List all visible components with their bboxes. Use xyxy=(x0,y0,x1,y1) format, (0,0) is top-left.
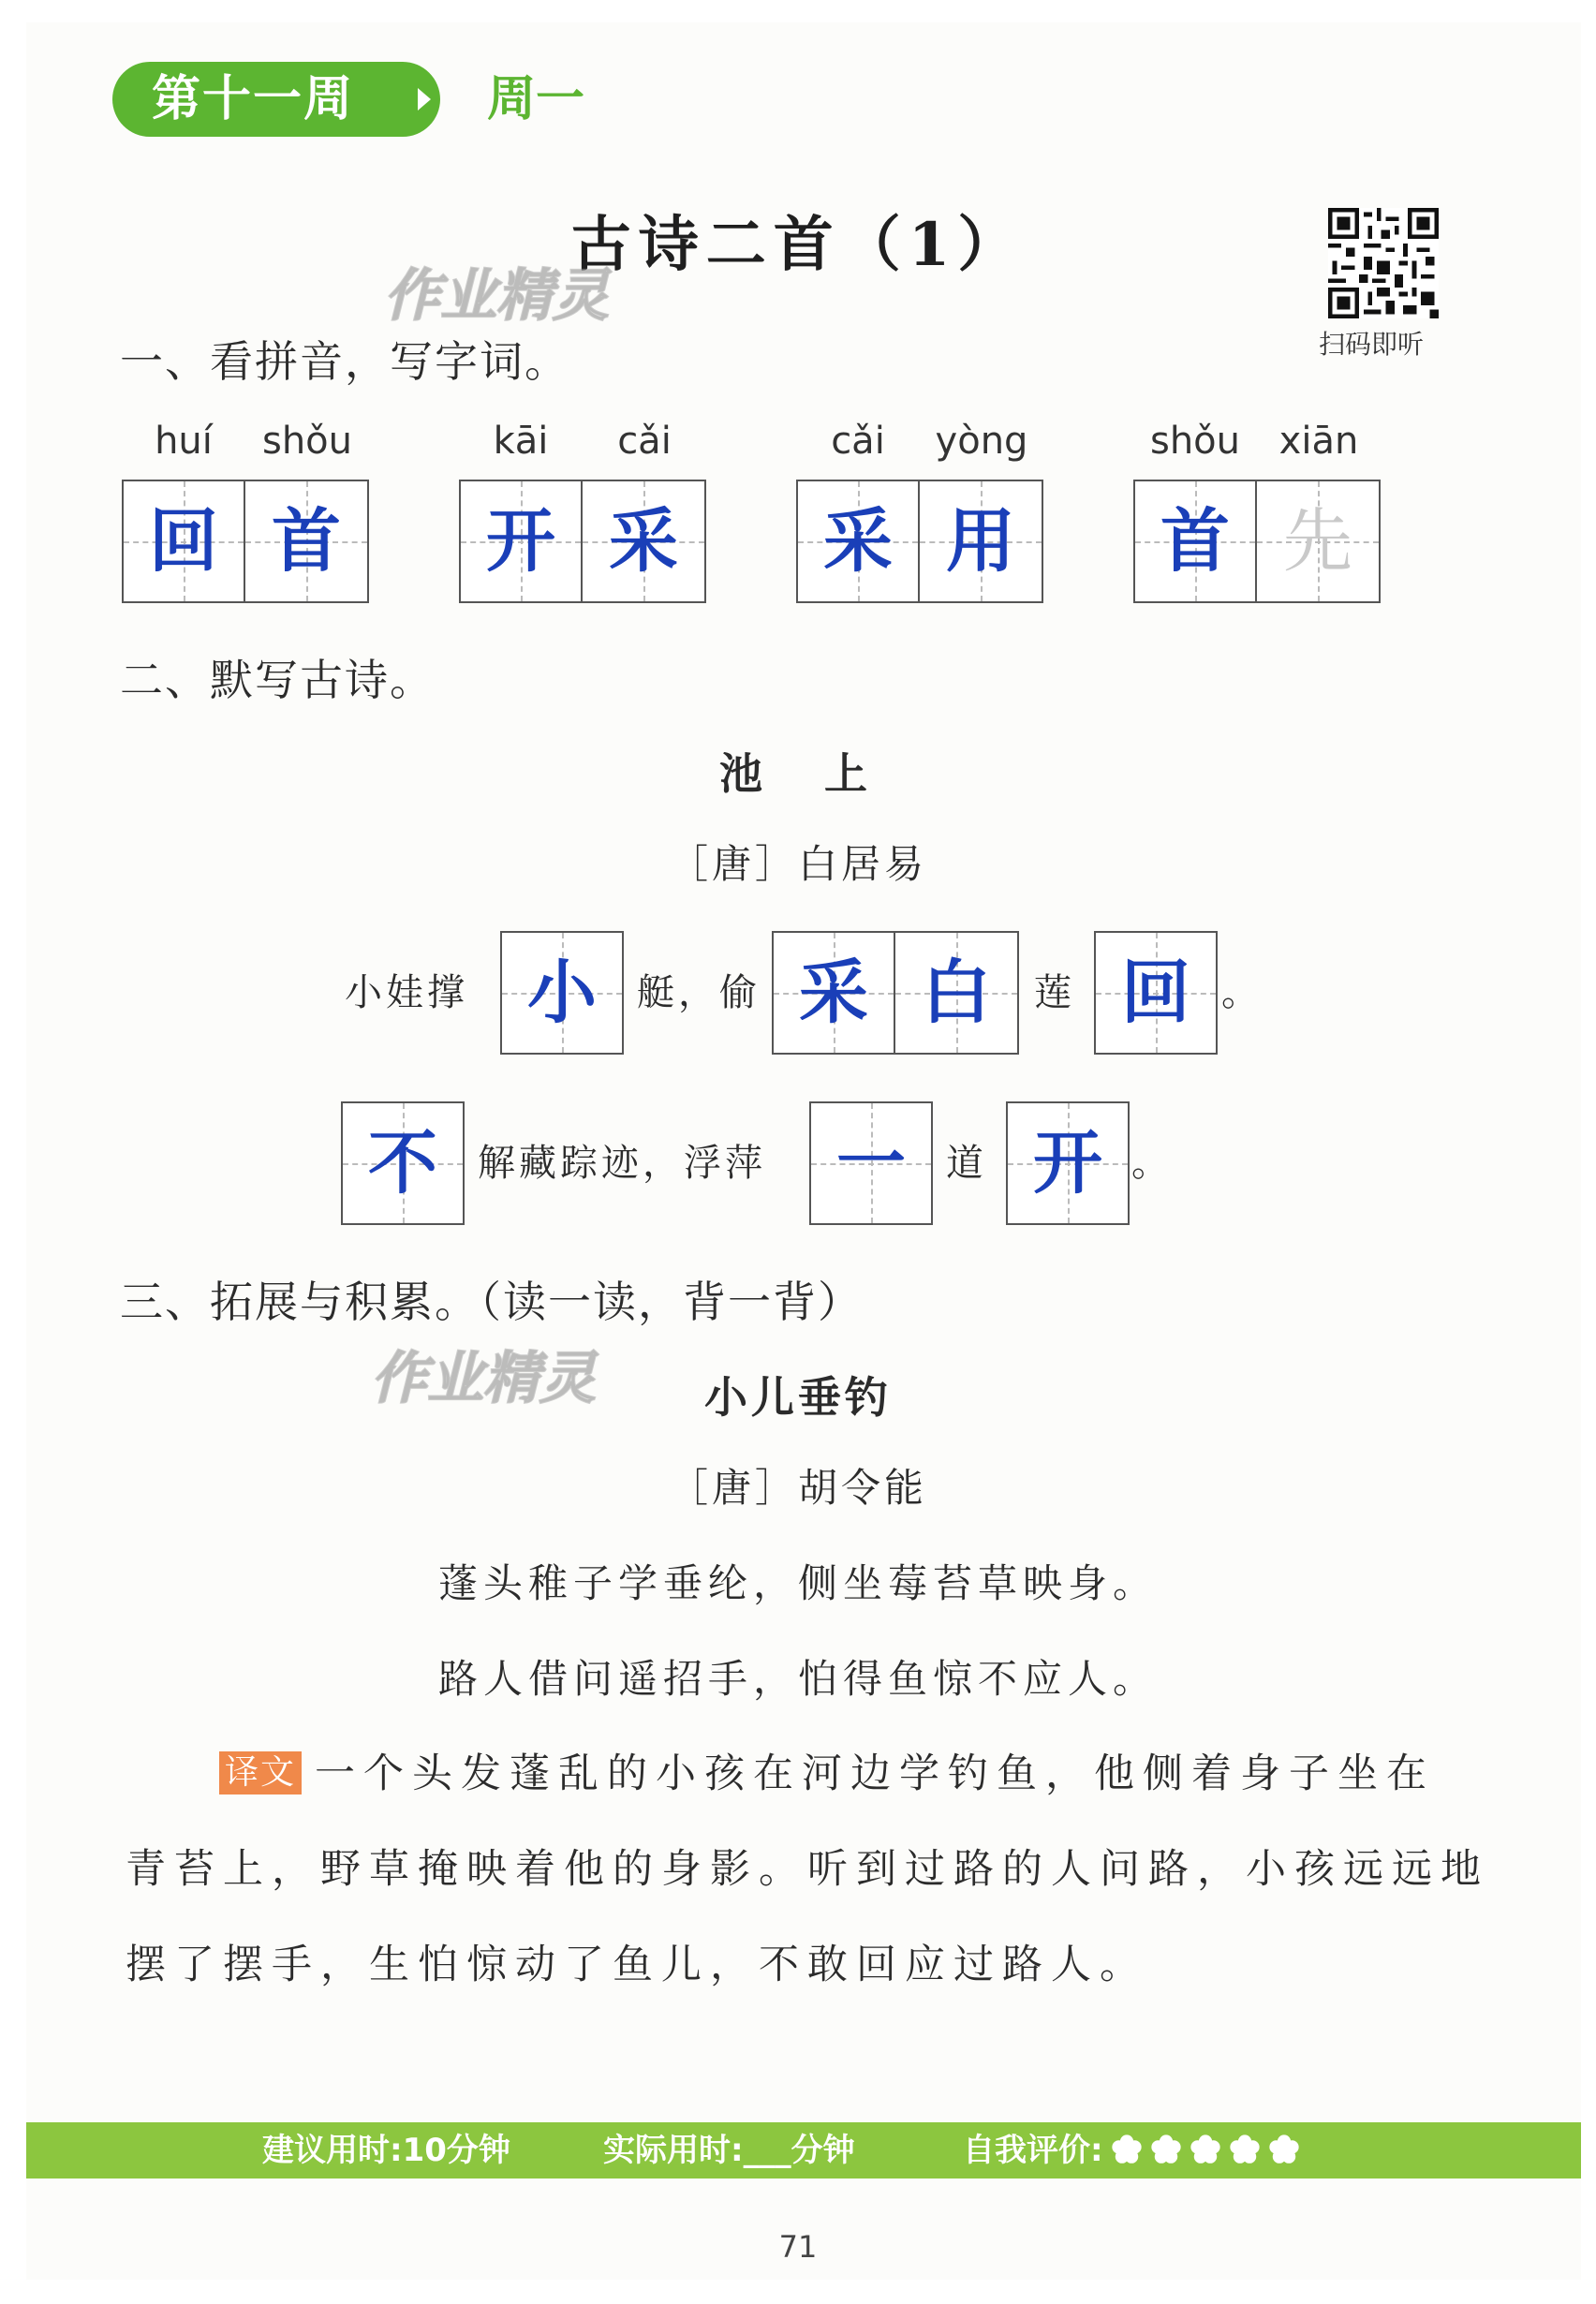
pinyin: xiān xyxy=(1278,420,1359,463)
poem-author: ［唐］白居易 xyxy=(668,841,927,887)
flower-star-icon[interactable] xyxy=(1268,2134,1300,2165)
poem-text: 艇，偷 xyxy=(637,971,761,1014)
verse: 蓬头稚子学垂纶，侧坐莓苔草映身。 xyxy=(437,1560,1158,1606)
answer-char: 采 xyxy=(609,501,678,582)
answer-char: 用 xyxy=(946,501,1015,582)
section3-heading: 三、拓展与积累。（读一读，背一背） xyxy=(120,1277,863,1327)
flower-star-icon[interactable] xyxy=(1190,2134,1221,2165)
poem-text: 。 xyxy=(1131,1142,1173,1185)
week-tab xyxy=(112,62,440,137)
rating-stars[interactable] xyxy=(1103,2132,1300,2169)
answer-char: 首 xyxy=(1160,501,1230,582)
translation-line: 青苔上，野草掩映着他的身影。听到过路的人问路，小孩远远地 xyxy=(126,1846,1489,1893)
self-rating xyxy=(963,2122,1300,2178)
translation-badge: 译文 xyxy=(219,1751,302,1794)
pinyin: huí xyxy=(155,420,213,463)
answer-char: 回 xyxy=(1121,953,1190,1033)
suggested-time: 建议用时:10分钟 xyxy=(262,2132,510,2169)
pinyin: cǎi xyxy=(617,420,672,463)
answer-box[interactable] xyxy=(1133,480,1257,603)
answer-char: 采 xyxy=(799,953,868,1033)
answer-char: 开 xyxy=(1033,1123,1102,1204)
poem-author: ［唐］胡令能 xyxy=(668,1465,927,1511)
answer-char: 先 xyxy=(1283,501,1352,582)
answer-box[interactable] xyxy=(1094,931,1218,1055)
answer-box[interactable] xyxy=(920,480,1043,603)
watermark: 作业精灵 xyxy=(384,263,609,329)
poem-text: 莲 xyxy=(1034,971,1075,1014)
answer-box[interactable] xyxy=(459,480,583,603)
watermark: 作业精灵 xyxy=(371,1346,596,1411)
page-title: 古诗二首（1） xyxy=(570,210,1026,280)
pinyin: kāi xyxy=(493,420,549,463)
poem-title: 池 上 xyxy=(719,748,877,799)
answer-char: 回 xyxy=(149,501,218,582)
answer-box[interactable] xyxy=(895,931,1019,1055)
verse: 路人借问遥招手，怕得鱼惊不应人。 xyxy=(437,1656,1158,1702)
pinyin: cǎi xyxy=(831,420,885,463)
flower-star-icon[interactable] xyxy=(1229,2134,1261,2165)
translation-line: 摆了摆手，生怕惊动了鱼儿，不敢回应过路人。 xyxy=(126,1942,1148,1988)
qr-caption: 扫码即听 xyxy=(1319,329,1425,360)
week-label: 第十一周 xyxy=(152,71,355,127)
answer-char: 采 xyxy=(823,501,893,582)
poem-text: 小娃撑 xyxy=(345,971,468,1014)
answer-char: 小 xyxy=(527,953,597,1033)
answer-box[interactable] xyxy=(1257,480,1381,603)
section2-heading: 二、默写古诗。 xyxy=(120,655,435,705)
answer-box[interactable] xyxy=(122,480,245,603)
answer-char: 首 xyxy=(272,501,341,582)
answer-char: 开 xyxy=(486,501,555,582)
qr-code-icon[interactable] xyxy=(1328,208,1439,318)
actual-time: 实际用时:___分钟 xyxy=(603,2132,855,2169)
poem-text: 道 xyxy=(946,1142,987,1185)
answer-box[interactable] xyxy=(772,931,895,1055)
translation-text: 一个头发蓬乱的小孩在河边学钓鱼，他侧着身子坐在 xyxy=(315,1750,1436,1797)
answer-box[interactable] xyxy=(1006,1101,1130,1225)
pinyin: shǒu xyxy=(1149,420,1240,463)
poem-title: 小儿垂钓 xyxy=(704,1372,892,1423)
poem-text: 。 xyxy=(1221,971,1263,1014)
section1-heading: 一、看拼音，写字词。 xyxy=(120,336,569,387)
answer-box[interactable] xyxy=(796,480,920,603)
answer-box[interactable] xyxy=(809,1101,933,1225)
poem-text: 解藏踪迹，浮萍 xyxy=(478,1142,766,1185)
flower-star-icon[interactable] xyxy=(1111,2134,1143,2165)
flower-star-icon[interactable] xyxy=(1150,2134,1182,2165)
tab-arrow-icon xyxy=(418,88,431,111)
day-label: 周一 xyxy=(487,71,585,127)
footer-bar xyxy=(26,2122,1581,2178)
pinyin: yòng xyxy=(935,420,1028,463)
answer-box[interactable] xyxy=(583,480,706,603)
answer-char: 不 xyxy=(368,1123,437,1204)
answer-box[interactable] xyxy=(245,480,369,603)
answer-box[interactable] xyxy=(500,931,624,1055)
page-number: 71 xyxy=(778,2229,818,2265)
answer-box[interactable] xyxy=(341,1101,465,1225)
answer-char: 白 xyxy=(922,953,991,1033)
pinyin: shǒu xyxy=(261,420,352,463)
self-rating-label: 自我评价: xyxy=(963,2132,1103,2169)
answer-char: 一 xyxy=(836,1123,906,1204)
translation-line xyxy=(219,1742,1435,1799)
